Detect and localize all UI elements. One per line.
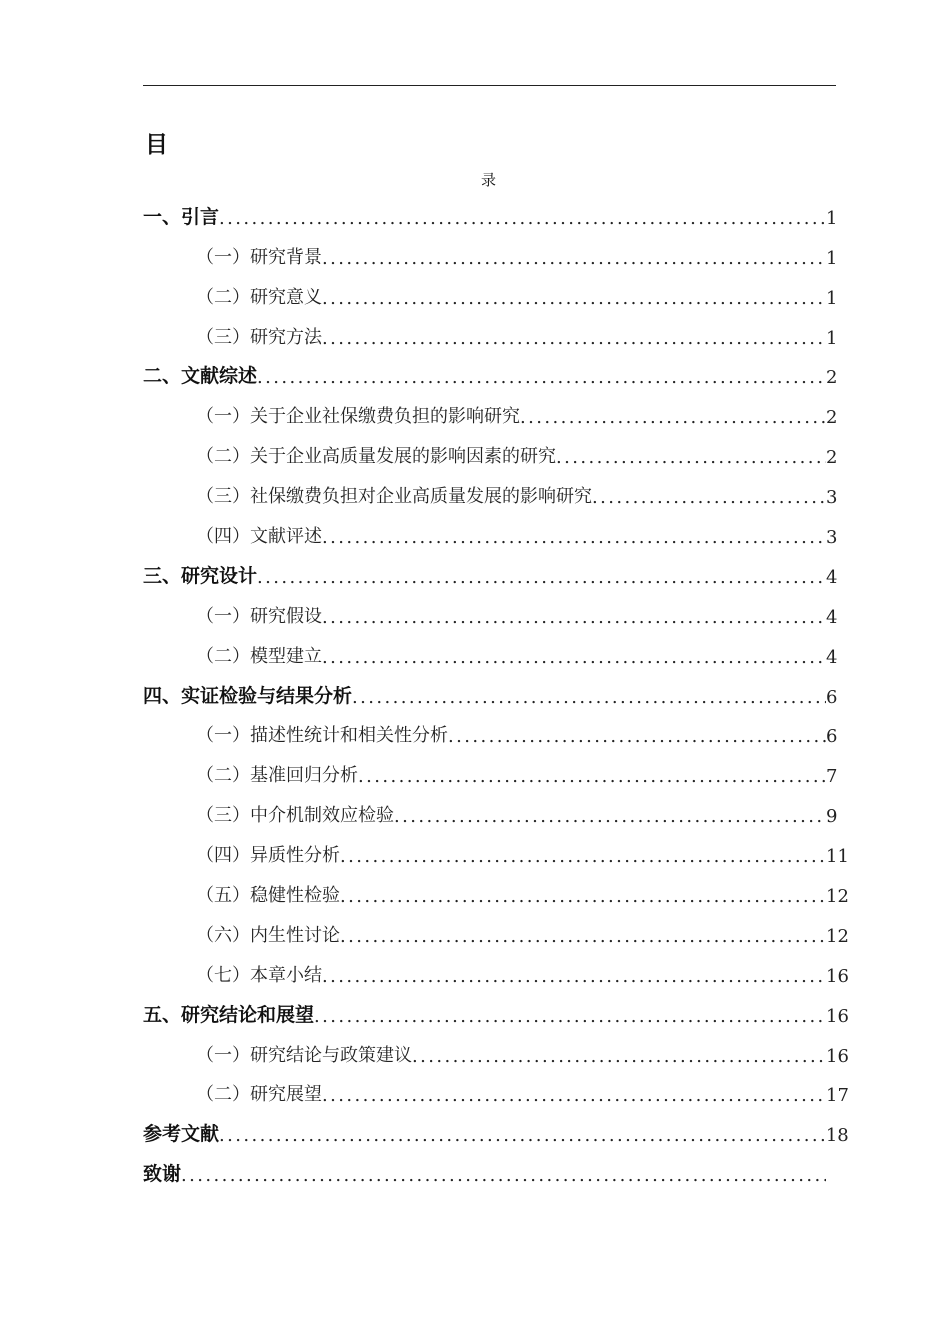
toc-entry-page-number: 11 — [826, 846, 849, 868]
dot-leader — [322, 1085, 826, 1108]
toc-entry-label: （一）描述性统计和相关性分析 — [196, 725, 448, 747]
dot-leader — [322, 248, 826, 271]
toc-entry[interactable] — [143, 1108, 849, 1148]
dot-leader — [219, 1125, 826, 1148]
toc-entry-label: （五）稳健性检验 — [196, 885, 340, 907]
toc-entry[interactable] — [143, 670, 836, 710]
dot-leader — [322, 328, 826, 351]
toc-entry-label: （四）异质性分析 — [196, 845, 340, 867]
toc-entry-label: （二）研究意义 — [196, 286, 322, 308]
dot-leader — [340, 846, 826, 869]
toc-entry-page-number: 18 — [825, 1125, 849, 1147]
toc-entry-label: （一）关于企业社保缴费负担的影响研究 — [196, 406, 520, 428]
dot-leader — [314, 1006, 826, 1029]
toc-entry[interactable] — [143, 191, 836, 231]
toc-entry[interactable] — [143, 829, 849, 869]
toc-title-second-char: 录 — [481, 171, 497, 189]
toc-entry-page-number: 16 — [826, 965, 849, 987]
toc-entry-label: 二、文献综述 — [143, 365, 258, 388]
toc-entry[interactable] — [143, 789, 836, 829]
toc-entry-page-number: 2 — [826, 407, 838, 429]
dot-leader — [322, 607, 826, 630]
toc-entry-label: （二）研究展望 — [196, 1084, 322, 1106]
toc-entry-label: （三）中介机制效应检验 — [196, 805, 394, 827]
toc-entry-label: （二）模型建立 — [196, 645, 322, 667]
toc-entry[interactable] — [143, 590, 836, 630]
toc-entry-page-number: 3 — [826, 527, 838, 549]
toc-entry-label: 致谢 — [143, 1163, 182, 1186]
dot-leader — [340, 926, 826, 949]
dot-leader — [394, 806, 826, 829]
toc-entry-page-number: 16 — [826, 1045, 849, 1067]
dot-leader — [556, 447, 826, 470]
dot-leader — [219, 208, 826, 231]
toc-entry-label: 五、研究结论和展望 — [143, 1003, 315, 1026]
toc-entry[interactable] — [143, 550, 836, 590]
toc-entry[interactable] — [143, 909, 849, 949]
dot-leader — [257, 567, 826, 590]
toc-entry-label: （二）基准回归分析 — [196, 765, 358, 787]
dot-leader — [322, 527, 826, 550]
toc-entry-label: （二）关于企业高质量发展的影响因素的研究 — [196, 446, 556, 468]
table-of-contents — [143, 191, 849, 1188]
toc-entry-page-number: 4 — [826, 606, 838, 628]
toc-entry[interactable] — [143, 1069, 849, 1109]
toc-entry-label: 三、研究设计 — [143, 564, 258, 587]
toc-entry-label: （六）内生性讨论 — [196, 924, 340, 946]
toc-entry-label: （三）研究方法 — [196, 326, 322, 348]
toc-entry[interactable] — [143, 470, 836, 510]
toc-entry[interactable] — [143, 430, 836, 470]
toc-entry-page-number: 9 — [826, 806, 838, 828]
toc-entry-label: （一）研究结论与政策建议 — [196, 1044, 412, 1066]
dot-leader — [592, 487, 826, 510]
toc-entry-page-number: 16 — [826, 1005, 849, 1027]
toc-entry[interactable] — [143, 390, 836, 430]
toc-entry-page-number: 12 — [826, 925, 849, 947]
toc-entry-page-number: 17 — [826, 1085, 849, 1107]
toc-entry[interactable] — [143, 1029, 849, 1069]
toc-entry-page-number: 2 — [826, 367, 838, 389]
toc-entry-label: （四）文献评述 — [196, 526, 322, 548]
toc-entry[interactable] — [143, 271, 836, 311]
dot-leader — [520, 407, 826, 430]
dot-leader — [412, 1046, 826, 1069]
header-rule — [143, 85, 836, 86]
toc-entry[interactable] — [143, 311, 836, 351]
dot-leader — [448, 726, 826, 749]
toc-entry-page-number: 1 — [826, 287, 838, 309]
toc-entry-label: （三）社保缴费负担对企业高质量发展的影响研究 — [196, 486, 592, 508]
toc-entry-page-number: 7 — [826, 766, 838, 788]
toc-entry-page-number: 6 — [826, 726, 838, 748]
dot-leader — [322, 647, 826, 670]
dot-leader — [322, 288, 826, 311]
toc-entry[interactable] — [143, 1148, 836, 1188]
dot-leader — [257, 367, 826, 390]
toc-entry-page-number: 6 — [826, 686, 838, 708]
toc-entry-label: 参考文献 — [143, 1123, 220, 1146]
toc-entry[interactable] — [143, 630, 836, 670]
dot-leader — [352, 687, 826, 710]
toc-entry[interactable] — [143, 231, 836, 271]
toc-entry[interactable] — [143, 351, 836, 391]
toc-entry[interactable] — [143, 710, 836, 750]
toc-entry-label: 一、引言 — [143, 205, 220, 228]
toc-entry-page-number: 4 — [826, 646, 838, 668]
dot-leader — [358, 766, 826, 789]
toc-entry-page-number: 4 — [826, 566, 838, 588]
toc-entry-label: （一）研究背景 — [196, 246, 322, 268]
dot-leader — [340, 886, 826, 909]
toc-entry[interactable] — [143, 869, 849, 909]
toc-entry-page-number: 12 — [826, 886, 849, 908]
toc-entry[interactable] — [143, 510, 836, 550]
toc-entry-label: （一）研究假设 — [196, 605, 322, 627]
toc-entry-page-number: 1 — [826, 207, 838, 229]
toc-entry-page-number: 3 — [826, 487, 838, 509]
toc-entry[interactable] — [143, 949, 849, 989]
toc-entry-page-number: 2 — [826, 447, 838, 469]
toc-entry-page-number: 1 — [826, 327, 838, 349]
dot-leader — [181, 1165, 826, 1188]
toc-entry-page-number: 1 — [826, 247, 838, 269]
toc-entry[interactable] — [143, 749, 836, 789]
toc-entry-label: （七）本章小结 — [196, 964, 322, 986]
dot-leader — [322, 966, 826, 989]
toc-entry[interactable] — [143, 989, 849, 1029]
toc-title: 目 — [145, 132, 168, 158]
toc-entry-label: 四、实证检验与结果分析 — [143, 684, 353, 707]
toc-entry-page-number — [826, 1186, 836, 1188]
